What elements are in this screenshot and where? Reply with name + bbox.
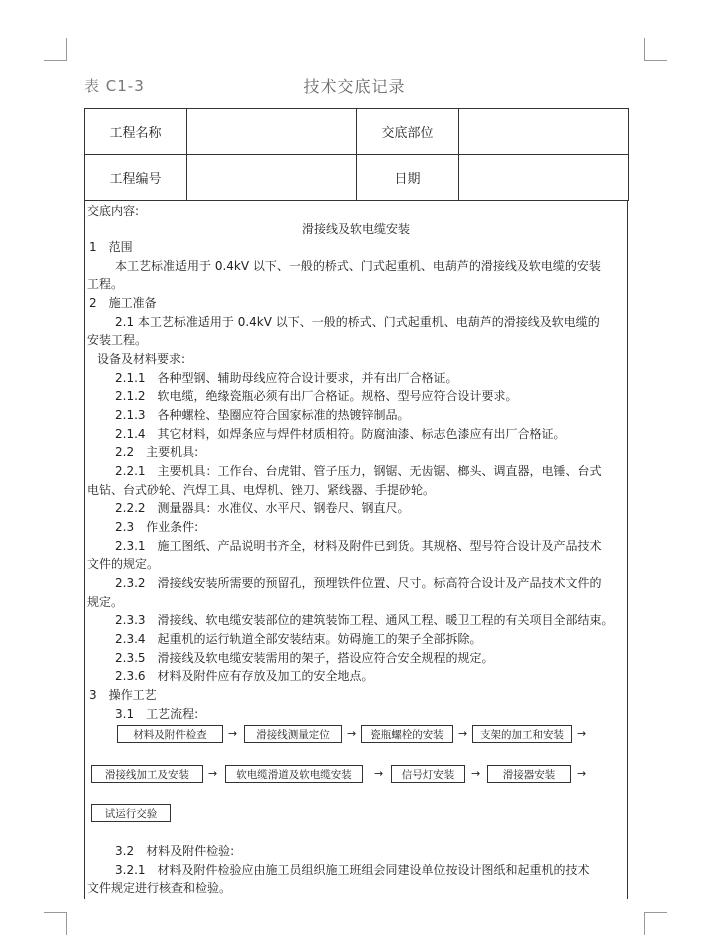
flow-step: 滑接器安装 bbox=[487, 765, 571, 783]
paragraph-line: 2.3.6 材料及附件应有存放及加工的安全地点。 bbox=[115, 669, 374, 683]
flow-step: 滑接线测量定位 bbox=[244, 725, 342, 743]
flow-step: 支架的加工和安装 bbox=[472, 725, 572, 743]
paragraph-line: 2.1.3 各种螺栓、垫圈应符合国家标准的热镀锌制品。 bbox=[115, 408, 410, 422]
paragraph-line: 工程。 bbox=[87, 277, 124, 291]
section-heading: 3 操作工艺 bbox=[89, 688, 157, 702]
flow-arrow: → bbox=[374, 767, 384, 780]
header-row-1 bbox=[85, 109, 629, 155]
paragraph-line: 2.1 本工艺标准适用于 0.4kV 以下、一般的桥式、门式起重机、电葫芦的滑接线及软电缆的 bbox=[115, 315, 600, 329]
paragraph-line: 2.3.4 起重机的运行轨道全部安装结束。妨碍施工的架子全部拆除。 bbox=[115, 632, 482, 646]
part-value[interactable] bbox=[459, 109, 629, 155]
content-title: 滑接线及软电缆安装 bbox=[301, 222, 410, 236]
subsection-heading: 2.2 主要机具: bbox=[115, 445, 199, 459]
paragraph-line: 本工艺标准适用于 0.4kV 以下、一般的桥式、门式起重机、电葫芦的滑接线及软电缆的安装 bbox=[115, 259, 601, 273]
flow-arrow: → bbox=[577, 767, 587, 780]
flow-arrow: → bbox=[458, 727, 468, 740]
paragraph-line: 2.3.3 滑接线、软电缆安装部位的建筑装饰工程、通风工程、暖卫工程的有关项目全部结束。 bbox=[115, 613, 614, 627]
subsection-heading: 2.3 作业条件: bbox=[115, 520, 199, 534]
paragraph-line: 安装工程。 bbox=[87, 333, 148, 347]
paragraph-line: 文件的规定。 bbox=[87, 557, 160, 571]
subsection-heading: 3.2 材料及附件检验: bbox=[115, 844, 235, 858]
project-no-value[interactable] bbox=[187, 155, 357, 201]
paragraph-line: 2.2.1 主要机具：工作台、台虎钳、管子压力，钢锯、无齿锯、榔头、调直器，电锤、台式 bbox=[115, 464, 602, 478]
paragraph-line: 3.2.1 材料及附件检验应由施工员组织施工班组会同建设单位按设计图纸和起重机的技术 bbox=[115, 863, 590, 877]
flow-arrow: → bbox=[208, 767, 218, 780]
section-heading: 2 施工准备 bbox=[89, 296, 157, 310]
flow-arrow: → bbox=[577, 727, 587, 740]
flow-step: 试运行交验 bbox=[91, 804, 171, 822]
content-area bbox=[84, 201, 628, 899]
form-title: 技术交底记录 bbox=[303, 77, 406, 96]
paragraph-line: 2.3.5 滑接线及软电缆安装需用的架子，搭设应符合安全规程的规定。 bbox=[115, 651, 494, 665]
header-row-2 bbox=[85, 155, 629, 201]
flow-arrow: → bbox=[347, 727, 357, 740]
paragraph-line: 文件规定进行核查和检验。 bbox=[87, 881, 232, 895]
paragraph-line: 2.1.4 其它材料，如焊条应与焊件材质相符。防腐油漆、标志色漆应有出厂合格证。 bbox=[115, 427, 566, 441]
flow-step: 软电缆滑道及软电缆安装 bbox=[225, 765, 363, 783]
date-label: 日期 bbox=[357, 155, 459, 201]
paragraph-line: 2.1.2 软电缆，绝缘瓷瓶必须有出厂合格证。规格、型号应符合设计要求。 bbox=[115, 389, 518, 403]
content-label: 交底内容: bbox=[87, 204, 140, 218]
subsection-heading: 3.1 工艺流程: bbox=[115, 707, 199, 721]
paragraph-line: 2.1.1 各种型钢、辅助母线应符合设计要求，并有出厂合格证。 bbox=[115, 371, 458, 385]
crop-mark-bottom-left bbox=[44, 912, 67, 935]
section-heading: 1 范围 bbox=[89, 240, 133, 254]
flow-step: 滑接线加工及安装 bbox=[91, 765, 203, 783]
project-no-label: 工程编号 bbox=[85, 155, 187, 201]
flow-step: 瓷瓶螺栓的安装 bbox=[361, 725, 453, 743]
project-name-value[interactable] bbox=[187, 109, 357, 155]
crop-mark-bottom-right bbox=[644, 912, 667, 935]
paragraph-line: 2.2.2 测量器具：水准仪、水平尺、钢卷尺、钢直尺。 bbox=[115, 501, 410, 515]
flow-arrow: → bbox=[228, 727, 238, 740]
part-label: 交底部位 bbox=[357, 109, 459, 155]
project-name-label: 工程名称 bbox=[85, 109, 187, 155]
flow-step: 信号灯安装 bbox=[391, 765, 465, 783]
flow-arrow: → bbox=[471, 767, 481, 780]
date-value[interactable] bbox=[459, 155, 629, 201]
subsection-heading: 设备及材料要求: bbox=[97, 352, 186, 366]
header-table bbox=[84, 108, 629, 201]
paragraph-line: 2.3.1 施工图纸、产品说明书齐全，材料及附件已到货。其规格、型号符合设计及产品技术 bbox=[115, 539, 602, 553]
paragraph-line: 规定。 bbox=[87, 595, 124, 609]
paragraph-line: 2.3.2 滑接线安装所需要的预留孔，预埋铁件位置、尺寸。标高符合设计及产品技术文件的 bbox=[115, 576, 602, 590]
crop-mark-top-right bbox=[644, 38, 667, 61]
paragraph-line: 电钻、台式砂轮、汽焊工具、电焊机、锉刀、紧线器、手提砂轮。 bbox=[87, 483, 436, 497]
flow-step: 材料及附件检查 bbox=[117, 725, 223, 743]
form-code: 表 C1-3 bbox=[84, 77, 145, 95]
crop-mark-top-left bbox=[44, 38, 67, 61]
